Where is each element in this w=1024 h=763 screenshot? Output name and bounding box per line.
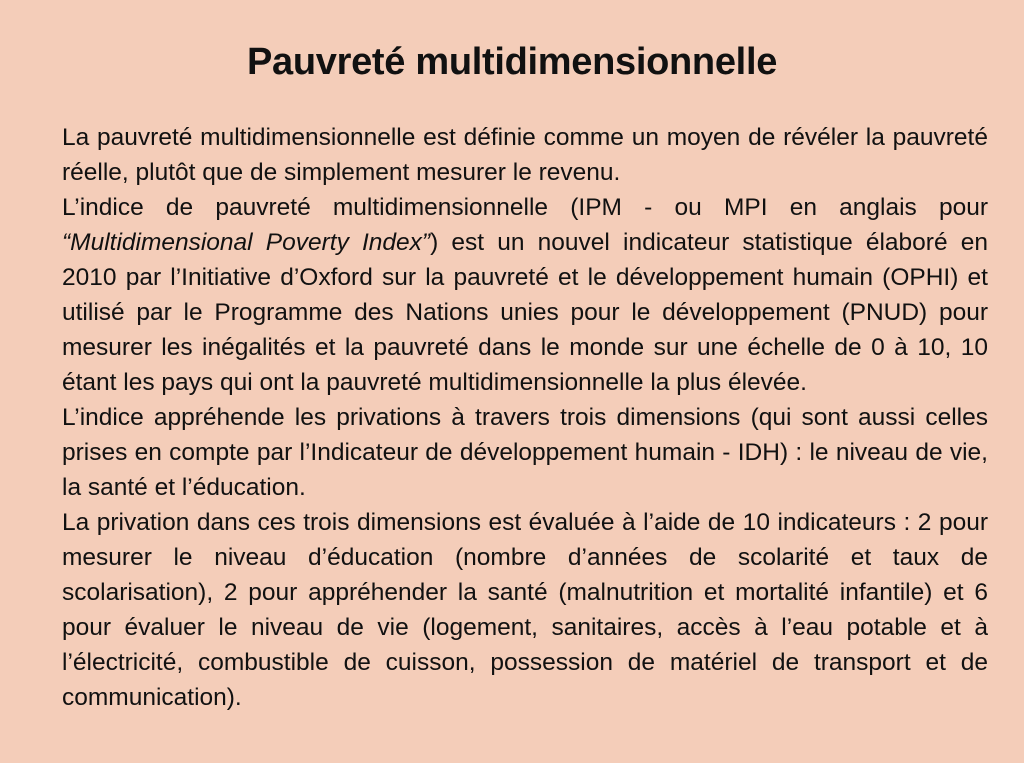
paragraph-dimensions: L’indice appréhende les privations à travers trois dimensions (qui sont aussi celles prises en compte par l’Indicateur de développement humain - IDH) : le niveau de vie, la santé et l’éducation. xyxy=(62,404,988,501)
paragraph-definition: La pauvreté multidimensionnelle est définie comme un moyen de révéler la pauvreté réelle, plutôt que de simplement mesurer le revenu. xyxy=(62,124,988,186)
paragraph-ipm-index xyxy=(62,190,988,400)
slide-body xyxy=(62,120,988,715)
paragraph-indicators: La privation dans ces trois dimensions est évaluée à l’aide de 10 indicateurs : 2 pour mesurer le niveau d’éducation (nombre d’années de scolarité et taux de scolarisation), 2 pour appréhender la santé (malnutrition et mortalité infantile) et 6 pour évaluer le niveau de vie (logement, sanitaires, accès à l’eau potable et à l’électricité, combustible de cuisson, possession de matériel de transport et de communication). xyxy=(62,509,988,711)
paragraph-ipm-text-end: ) est un nouvel indicateur statistique élaboré en 2010 par l’Initiative d’Oxford sur la pauvreté et le développement humain (OPHI) et utilisé par le Programme des Nations unies pour le développement (PNUD) pour mesurer les inégalités et la pauvreté dans le monde sur une échelle de 0 à 10, 10 étant les pays qui ont la pauvreté multidimensionnelle la plus élevée. xyxy=(62,229,988,396)
paragraph-ipm-text-start: L’indice de pauvreté multidimensionnelle (IPM - ou MPI en anglais pour xyxy=(62,194,988,221)
slide-title: Pauvreté multidimensionnelle xyxy=(246,41,778,83)
paragraph-ipm-english-name: “Multidimensional Poverty Index” xyxy=(62,229,431,256)
